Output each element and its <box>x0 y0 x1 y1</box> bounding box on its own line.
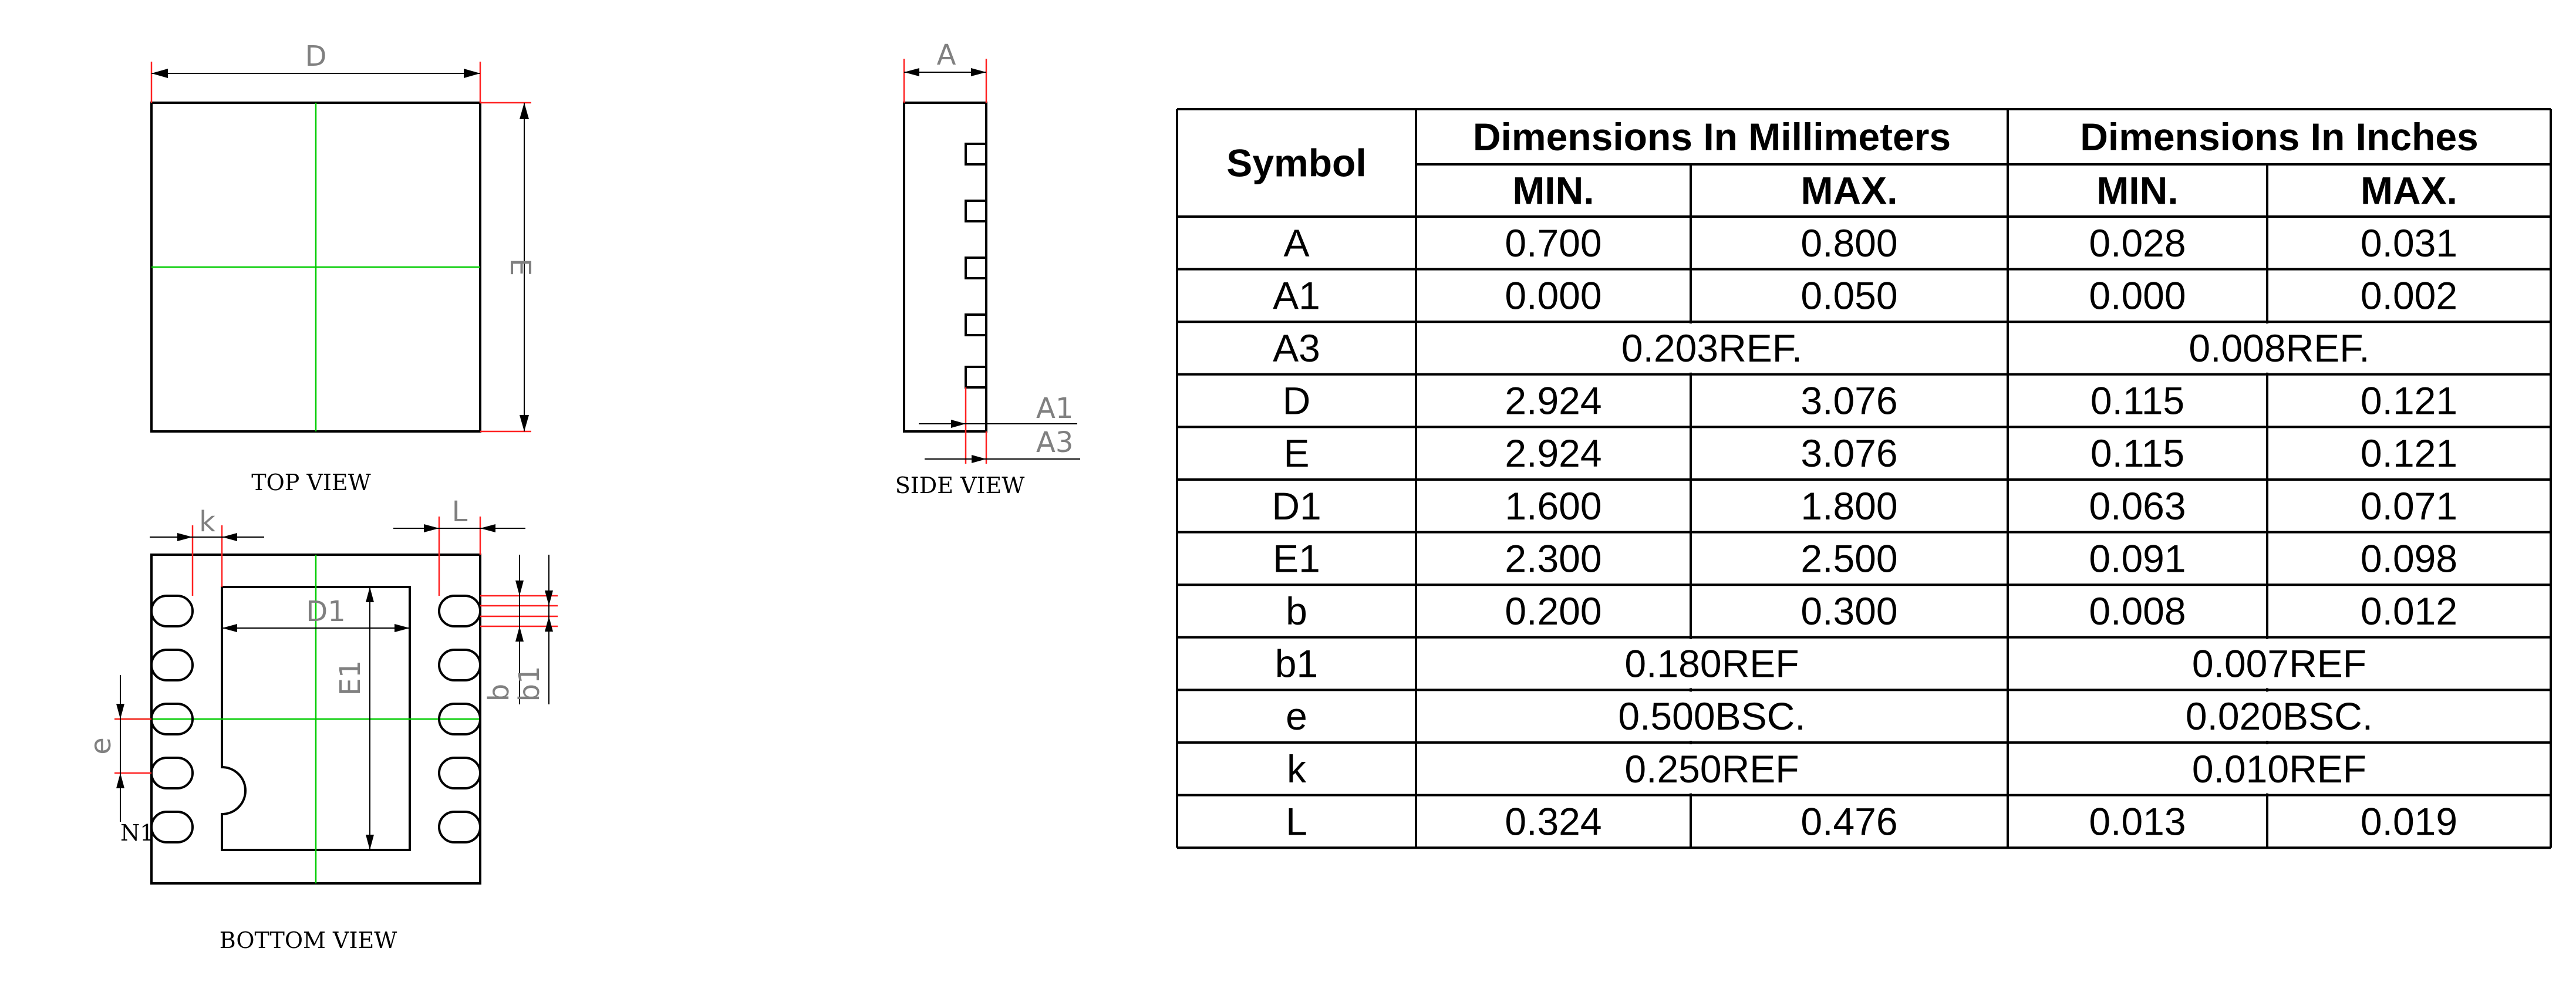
table-cell-mm-max: 1.800 <box>1800 484 1898 528</box>
dim-label-a3: A3 <box>1036 426 1074 459</box>
table-cell-symbol: k <box>1287 747 1306 791</box>
dim-label-d: D <box>305 40 327 73</box>
a-arrow-left <box>904 68 919 76</box>
table-cell-symbol: b <box>1286 589 1307 633</box>
table-cell-mm-min: 0.700 <box>1505 221 1602 265</box>
table-header-mm-max: MAX. <box>1800 168 1898 212</box>
table-cell-mm-min: 0.324 <box>1505 799 1602 843</box>
dim-label-e: E <box>504 258 537 276</box>
table-cell-in-min: 0.013 <box>2089 799 2186 843</box>
table-cell-in-ref: 0.020BSC. <box>2185 694 2373 738</box>
table-header-in-min: MIN. <box>2096 168 2179 212</box>
table-cell-mm-min: 0.000 <box>1505 274 1602 318</box>
table-cell-in-max: 0.012 <box>2360 589 2458 633</box>
table-cell-mm-max: 3.076 <box>1800 379 1898 423</box>
dim-label-a1: A1 <box>1036 392 1074 425</box>
pad-left-2 <box>151 650 193 680</box>
table-cell-symbol: E1 <box>1273 536 1320 581</box>
e-pitch-arrow-top <box>116 704 124 719</box>
table-cell-in-min: 0.028 <box>2089 221 2186 265</box>
table-cell-in-max: 0.098 <box>2360 536 2458 581</box>
table-cell-mm-ref: 0.250REF <box>1624 747 1799 791</box>
table-cell-symbol: A1 <box>1273 274 1320 318</box>
table-cell-in-min: 0.063 <box>2089 484 2186 528</box>
table-cell-mm-max: 0.800 <box>1800 221 1898 265</box>
dim-label-b1: b1 <box>513 666 546 702</box>
table-cell-mm-min: 2.924 <box>1505 431 1602 475</box>
table-cell-symbol: b1 <box>1274 642 1319 686</box>
dim-label-e-pitch: e <box>85 737 117 755</box>
side-view-lead-4 <box>966 315 986 335</box>
table-cell-mm-max: 0.300 <box>1800 589 1898 633</box>
table-cell-mm-min: 2.924 <box>1505 379 1602 423</box>
table-cell-mm-ref: 0.180REF <box>1624 642 1799 686</box>
b-arrow-top <box>515 581 524 596</box>
d1-arrow-right <box>395 624 410 632</box>
table-cell-in-ref: 0.010REF <box>2191 747 2367 791</box>
dim-label-l: L <box>451 495 468 528</box>
table-header-inches: Dimensions In Inches <box>2080 115 2479 158</box>
table-cell-in-max: 0.031 <box>2360 221 2458 265</box>
pin1-label: N1 <box>120 820 154 846</box>
side-view-body <box>904 103 986 431</box>
table-cell-in-ref: 0.008REF. <box>2189 326 2370 370</box>
side-view <box>895 39 1080 498</box>
e-arrow-top <box>520 103 529 119</box>
b1-arrow-top <box>545 590 553 606</box>
bottom-view <box>85 495 558 953</box>
table-cell-symbol: E <box>1283 431 1310 475</box>
side-view-label: SIDE VIEW <box>895 473 1025 498</box>
table-cell-mm-min: 1.600 <box>1505 484 1602 528</box>
table-cell-in-max: 0.002 <box>2360 274 2458 318</box>
table-header-millimeters: Dimensions In Millimeters <box>1472 115 1951 158</box>
table-cell-mm-max: 3.076 <box>1800 431 1898 475</box>
table-cell-mm-ref: 0.500BSC. <box>1618 694 1806 738</box>
side-view-lead-2 <box>966 201 986 221</box>
dimensions-table <box>1177 109 2551 848</box>
b-arrow-bottom <box>515 626 524 642</box>
side-view-lead-3 <box>966 258 986 278</box>
table-cell-in-min: 0.115 <box>2090 379 2185 423</box>
table-cell-in-min: 0.091 <box>2089 536 2186 581</box>
table-cell-in-min: 0.000 <box>2089 274 2186 318</box>
pad-right-5 <box>439 812 480 842</box>
table-cell-symbol: D <box>1282 379 1311 423</box>
a3-arrow <box>972 455 986 463</box>
table-cell-in-min: 0.115 <box>2090 431 2185 475</box>
top-view-label: TOP VIEW <box>251 470 371 495</box>
table-cell-in-max: 0.019 <box>2360 799 2458 843</box>
table-cell-in-max: 0.121 <box>2360 379 2458 423</box>
a-arrow-right <box>971 68 986 76</box>
e1-arrow-top <box>366 587 374 602</box>
a1-arrow <box>951 420 966 428</box>
table-header-in-max: MAX. <box>2361 168 2457 212</box>
table-cell-in-ref: 0.007REF <box>2191 642 2367 686</box>
table-header-symbol: Symbol <box>1226 141 1367 185</box>
d1-arrow-left <box>222 624 237 632</box>
e-arrow-bottom <box>520 415 529 431</box>
pad-right-2 <box>439 650 480 680</box>
b1-arrow-bottom <box>545 616 553 632</box>
dim-label-a: A <box>936 39 956 72</box>
table-cell-symbol: D1 <box>1272 484 1321 528</box>
side-view-lead-5 <box>966 367 986 387</box>
pad-right-1 <box>439 596 480 626</box>
side-view-lead-1 <box>966 144 986 164</box>
table-cell-symbol: A3 <box>1273 326 1320 370</box>
table-cell-symbol: e <box>1286 694 1307 738</box>
table-cell-mm-min: 0.200 <box>1505 589 1602 633</box>
table-cell-symbol: A <box>1283 221 1310 265</box>
dim-label-e1: E1 <box>334 660 367 696</box>
top-view <box>151 40 537 495</box>
d-arrow-left <box>151 69 168 78</box>
d-arrow-right <box>464 69 480 78</box>
bottom-view-label: BOTTOM VIEW <box>219 927 397 953</box>
e1-arrow-bottom <box>366 835 374 850</box>
dim-label-b: b <box>483 683 515 702</box>
k-arrow-left <box>177 533 193 541</box>
table-cell-mm-min: 2.300 <box>1505 536 1602 581</box>
dim-label-k: k <box>199 505 215 538</box>
table-cell-in-min: 0.008 <box>2089 589 2186 633</box>
pad-left-5 <box>151 812 193 842</box>
k-arrow-right <box>222 533 237 541</box>
pad-left-1 <box>151 596 193 626</box>
table-cell-in-max: 0.071 <box>2360 484 2458 528</box>
pad-right-4 <box>439 758 480 788</box>
l-arrow-left <box>424 524 439 532</box>
table-header-mm-min: MIN. <box>1512 168 1594 212</box>
table-cell-in-max: 0.121 <box>2360 431 2458 475</box>
dim-label-d1: D1 <box>306 595 346 628</box>
table-cell-mm-max: 0.476 <box>1800 799 1898 843</box>
table-cell-mm-max: 0.050 <box>1800 274 1898 318</box>
e-pitch-arrow-bottom <box>116 773 124 788</box>
table-cell-mm-max: 2.500 <box>1800 536 1898 581</box>
l-arrow-right <box>480 524 495 532</box>
table-cell-mm-ref: 0.203REF. <box>1621 326 1803 370</box>
pad-left-4 <box>151 758 193 788</box>
table-cell-symbol: L <box>1286 799 1307 843</box>
